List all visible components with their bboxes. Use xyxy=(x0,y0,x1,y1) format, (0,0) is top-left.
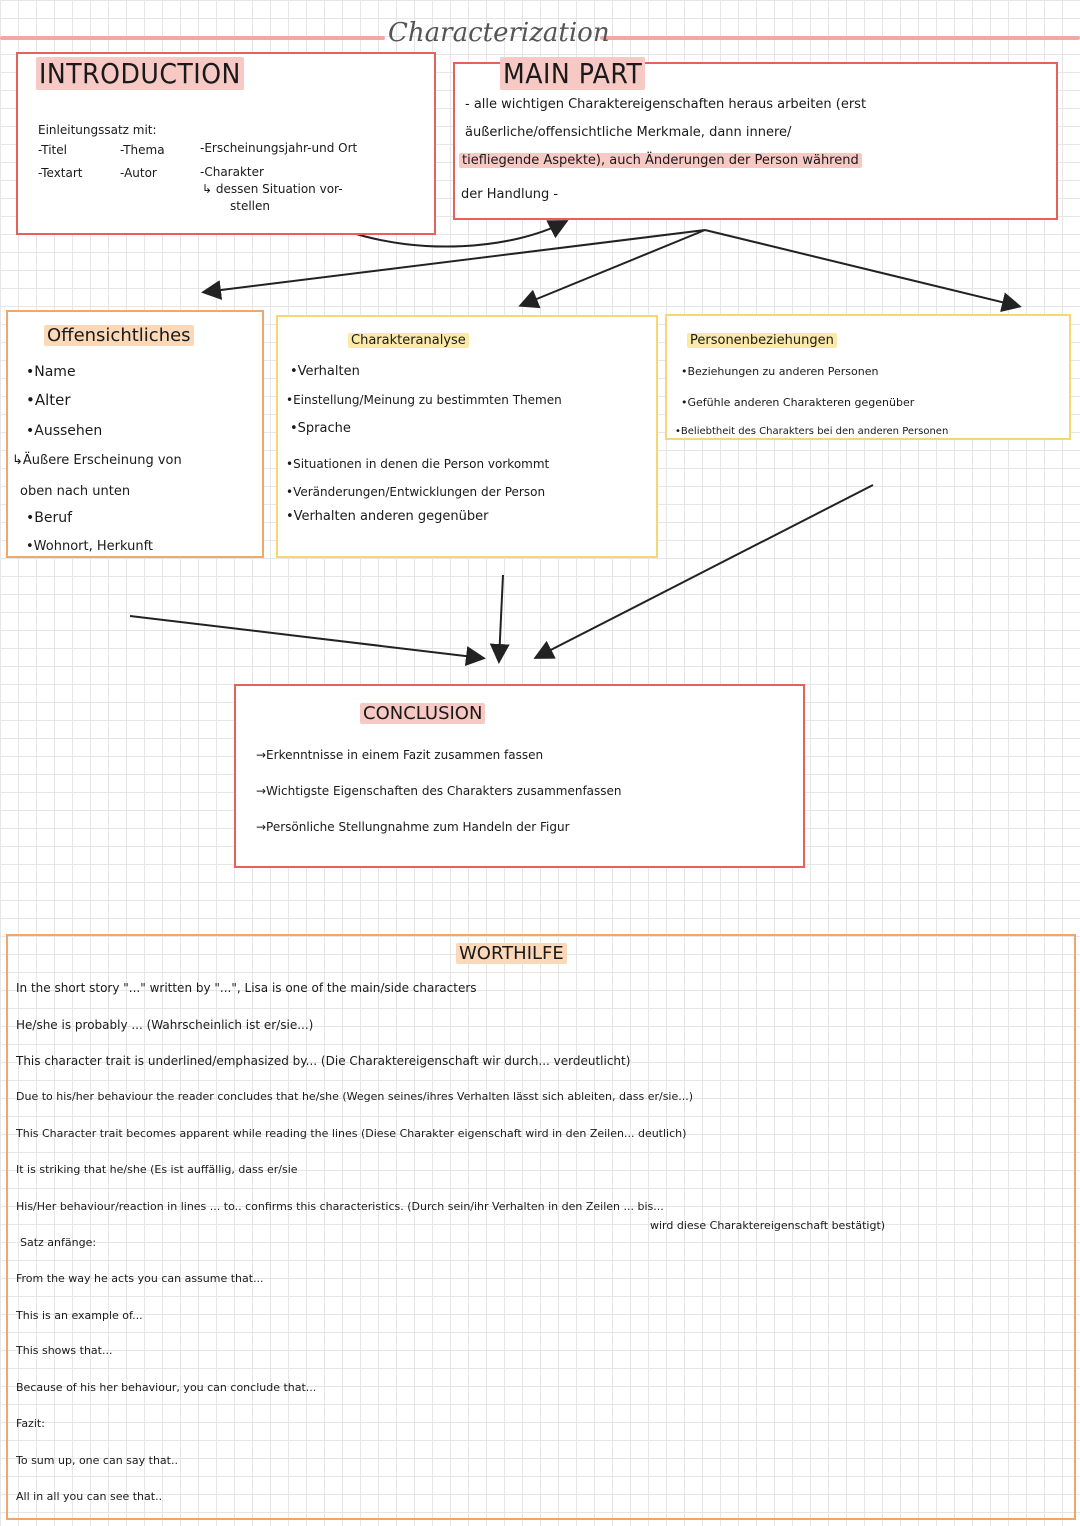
worthilfe-satzanfaenge: Satz anfänge: xyxy=(20,1236,97,1249)
offensichtliches-item-beruf: •Beruf xyxy=(26,510,73,526)
personenbeziehungen-item-beziehungen: •Beziehungen zu anderen Personen xyxy=(681,365,879,378)
worthilfe-fazit: Fazit: xyxy=(16,1417,45,1430)
arrow-left-to-conclusion xyxy=(130,616,482,658)
intro-sub-note-2: stellen xyxy=(230,199,270,213)
offensichtliches-item-oben-unten: oben nach unten xyxy=(20,484,131,499)
conclusion-item-3: →Persönliche Stellungnahme zum Handeln der Figur xyxy=(256,820,570,834)
main-part-line-1: - alle wichtigen Charaktereigenschaften heraus arbeiten (erst xyxy=(465,97,867,112)
intro-sub-note-1: ↳ dessen Situation vor- xyxy=(202,182,343,196)
charakteranalyse-item-veraenderungen: •Veränderungen/Entwicklungen der Person xyxy=(286,485,546,499)
conclusion-heading: CONCLUSION xyxy=(360,703,485,724)
conclusion-item-2: →Wichtigste Eigenschaften des Charakters zusammenfassen xyxy=(256,784,622,798)
intro-item-erscheinung: -Erscheinungsjahr-und Ort xyxy=(200,141,358,155)
main-part-line-4: der Handlung - xyxy=(461,187,559,202)
charakteranalyse-item-situationen: •Situationen in denen die Person vorkommt xyxy=(286,457,550,471)
charakteranalyse-item-verhalten-anderen: •Verhalten anderen gegenüber xyxy=(286,509,489,524)
worthilfe-heading: WORTHILFE xyxy=(456,943,567,964)
offensichtliches-box xyxy=(6,310,264,558)
main-part-line-2: äußerliche/offensichtliche Merkmale, dann innere/ xyxy=(465,125,792,140)
personenbeziehungen-box xyxy=(665,314,1071,440)
worthilfe-line-3: This character trait is underlined/emphasized by... (Die Charaktereigenschaft wir durch... verdeutlicht) xyxy=(16,1054,631,1068)
worthilfe-line-1: In the short story "..." written by "...", Lisa is one of the main/side characters xyxy=(16,981,477,995)
personenbeziehungen-heading: Personenbeziehungen xyxy=(687,333,837,348)
worthilfe-line-15: To sum up, one can say that.. xyxy=(16,1454,178,1467)
introduction-box xyxy=(16,52,436,235)
main-part-box xyxy=(453,57,1058,220)
worthilfe-line-5: This Character trait becomes apparent while reading the lines (Diese Charakter eigenschaft wird in den Zeilen... deutlich) xyxy=(16,1127,687,1140)
worthilfe-line-16: All in all you can see that.. xyxy=(16,1490,163,1503)
offensichtliches-item-erscheinung: ↳Äußere Erscheinung von xyxy=(12,453,182,468)
personenbeziehungen-item-gefuehle: •Gefühle anderen Charakteren gegenüber xyxy=(681,396,915,409)
worthilfe-line-8: wird diese Charaktereigenschaft bestätigt) xyxy=(650,1219,886,1232)
worthilfe-line-4: Due to his/her behaviour the reader concludes that he/she (Wegen seines/ihres Verhalten lässt sich ableiten, dass er/sie...) xyxy=(16,1090,694,1103)
intro-item-titel: -Titel xyxy=(38,143,67,157)
introduction-heading: INTRODUCTION xyxy=(36,57,244,90)
page-title: Characterization xyxy=(388,18,610,48)
offensichtliches-item-name: •Name xyxy=(26,364,76,380)
personenbeziehungen-item-beliebtheit: •Beliebtheit des Charakters bei den anderen Personen xyxy=(675,426,949,437)
worthilfe-line-13: Because of his her behaviour, you can conclude that... xyxy=(16,1381,317,1394)
charakteranalyse-heading: Charakteranalyse xyxy=(348,333,469,348)
conclusion-box xyxy=(234,684,805,868)
worthilfe-line-6: It is striking that he/she (Es ist auffällig, dass er/sie xyxy=(16,1163,298,1176)
offensichtliches-heading: Offensichtliches xyxy=(44,325,194,346)
offensichtliches-item-aussehen: •Aussehen xyxy=(26,423,103,439)
intro-line: Einleitungssatz mit: xyxy=(38,123,157,137)
worthilfe-line-12: This shows that... xyxy=(16,1344,113,1357)
worthilfe-line-10: From the way he acts you can assume that... xyxy=(16,1272,264,1285)
worthilfe-line-2: He/she is probably ... (Wahrscheinlich ist er/sie...) xyxy=(16,1018,314,1032)
intro-item-autor: -Autor xyxy=(120,166,157,180)
main-part-line-3: tiefliegende Aspekte), auch Änderungen der Person während xyxy=(459,153,862,168)
charakteranalyse-item-verhalten: •Verhalten xyxy=(290,364,360,379)
charakteranalyse-box xyxy=(276,315,658,558)
worthilfe-line-11: This is an example of... xyxy=(16,1309,143,1322)
arrow-to-personenbeziehungen xyxy=(705,230,1018,306)
offensichtliches-item-wohnort: •Wohnort, Herkunft xyxy=(26,539,154,554)
arrow-middle-to-conclusion xyxy=(499,575,503,660)
conclusion-item-1: →Erkenntnisse in einem Fazit zusammen fassen xyxy=(256,748,544,762)
charakteranalyse-item-sprache: •Sprache xyxy=(290,421,351,436)
worthilfe-line-7: His/Her behaviour/reaction in lines ... to.. confirms this characteristics. (Durch sein/ihr Verhalten in den Zeilen ... bis... xyxy=(16,1200,664,1213)
main-part-heading: MAIN PART xyxy=(500,57,645,90)
intro-item-charakter: -Charakter xyxy=(200,165,264,179)
worthilfe-box xyxy=(6,934,1076,1520)
intro-item-textart: -Textart xyxy=(38,166,83,180)
intro-item-thema: -Thema xyxy=(120,143,165,157)
charakteranalyse-item-einstellung: •Einstellung/Meinung zu bestimmten Themen xyxy=(286,393,562,407)
offensichtliches-item-alter: •Alter xyxy=(26,391,71,409)
